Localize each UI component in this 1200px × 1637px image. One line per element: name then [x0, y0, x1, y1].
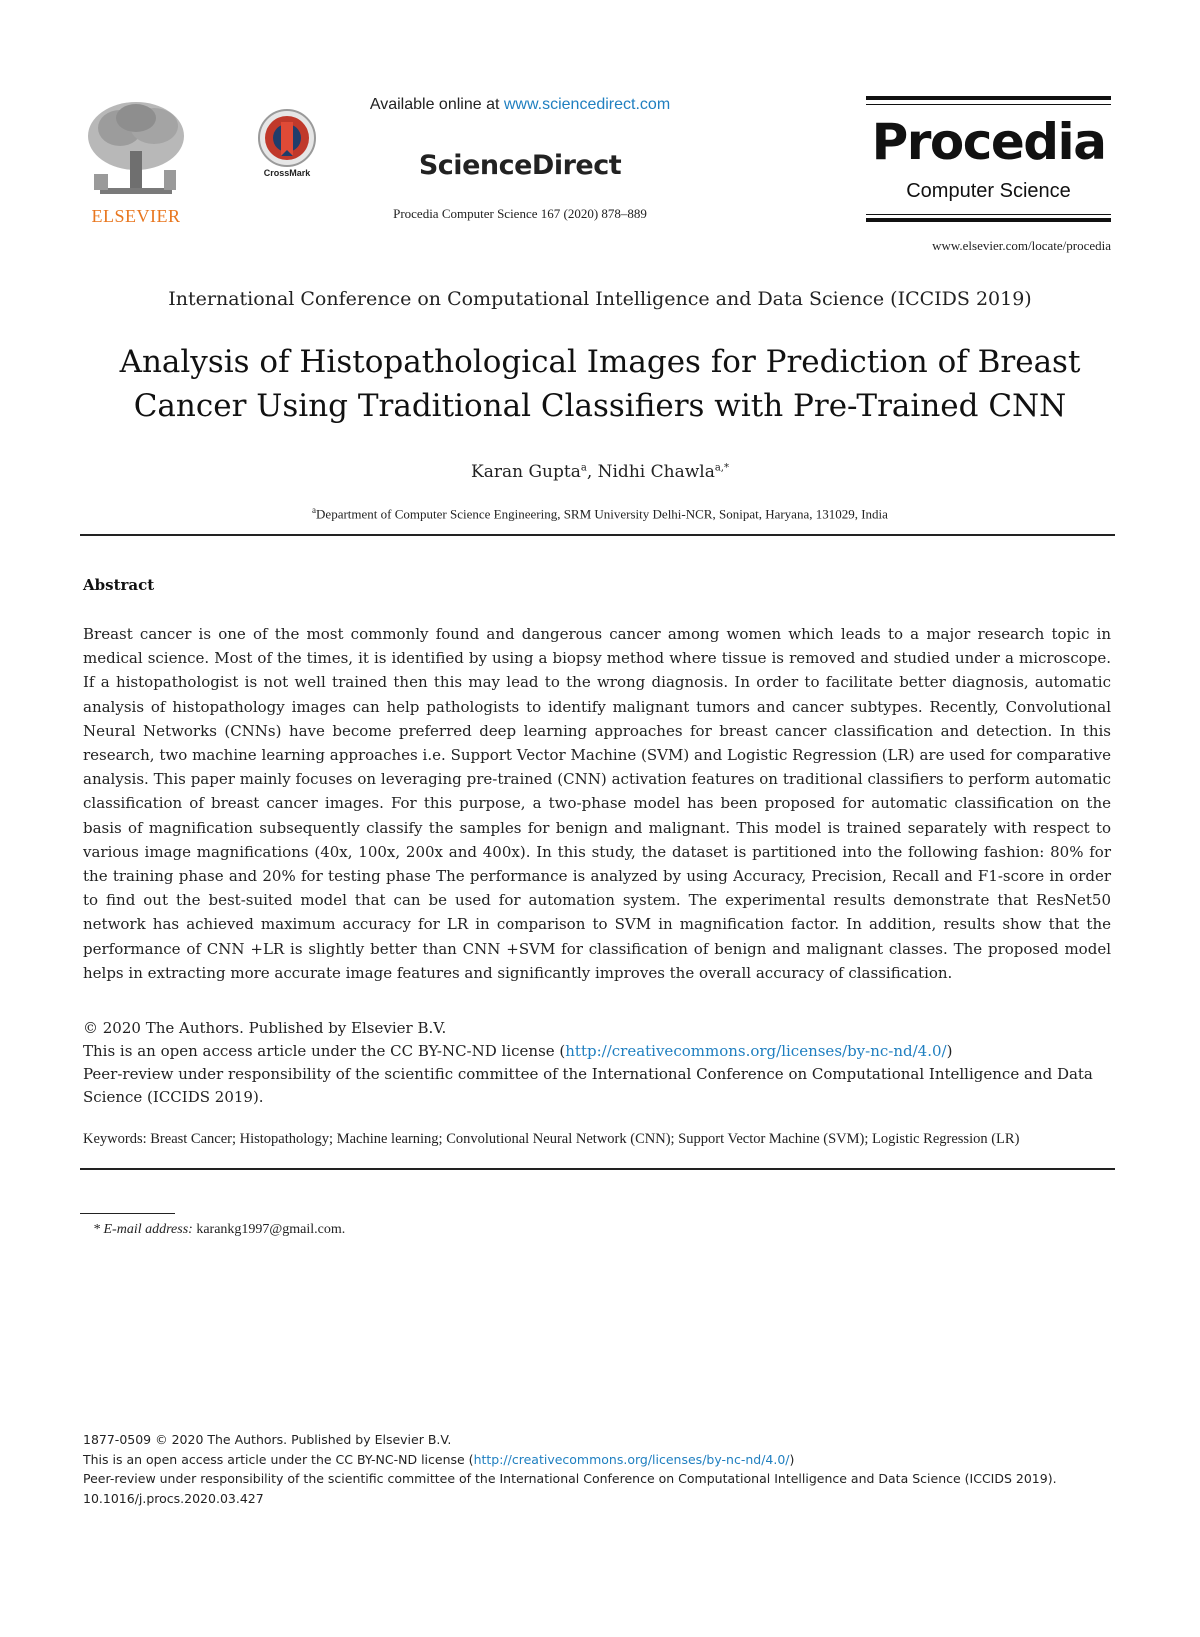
author-affiliation-mark: a — [580, 462, 587, 474]
license-line — [83, 1040, 1111, 1063]
available-prefix: Available online at — [369, 96, 504, 113]
peer-review-line: Peer-review under responsibility of the scientific committee of the International Conference on Computational Intelligence and Data Science (ICCIDS 2019). — [83, 1065, 1093, 1106]
footer-license-suffix: ) — [789, 1451, 795, 1467]
license-suffix: ) — [946, 1042, 953, 1060]
affiliation — [0, 505, 1200, 522]
affiliation-text: Department of Computer Science Engineering, SRM University Delhi-NCR, Sonipat, Haryana, 131029, India — [316, 506, 888, 522]
journal-reference: Procedia Computer Science 167 (2020) 878–889 — [393, 206, 647, 221]
sciencedirect-logo: ScienceDirect — [418, 150, 622, 181]
elsevier-logo — [80, 96, 192, 236]
copyright-line: © 2020 The Authors. Published by Elsevier B.V. — [83, 1019, 447, 1037]
author-affiliation-mark: a,* — [714, 462, 729, 474]
footer-license-prefix: This is an open access article under the CC BY-NC-ND license ( — [83, 1451, 474, 1467]
page-footer — [83, 1430, 1111, 1508]
crossmark-icon — [252, 108, 322, 168]
footer-license — [83, 1450, 1111, 1470]
procedia-bottom-rule — [866, 218, 1111, 222]
affiliation-mark: a — [312, 505, 317, 515]
corresponding-email[interactable]: karankg1997@gmail.com. — [192, 1222, 346, 1237]
publisher-name: ELSEVIER — [91, 206, 181, 226]
journal-subtitle: Computer Science — [906, 180, 1071, 202]
header-divider — [80, 534, 1115, 536]
procedia-logo — [866, 96, 1111, 224]
elsevier-tree-icon — [80, 96, 192, 204]
journal-url[interactable]: www.elsevier.com/locate/procedia — [932, 238, 1111, 253]
footnote-label: * E-mail address: — [93, 1222, 193, 1237]
conference-name: International Conference on Computational Intelligence and Data Science (ICCIDS 2019) — [168, 288, 1032, 310]
procedia-top-rule — [866, 96, 1111, 100]
footer-issn: 1877-0509 © 2020 The Authors. Published by Elsevier B.V. — [83, 1432, 452, 1447]
footer-license-link[interactable]: http://creativecommons.org/licenses/by-nc-nd/4.0/ — [473, 1451, 790, 1467]
procedia-bottom-rule-thin — [866, 214, 1111, 215]
license-prefix: This is an open access article under the CC BY-NC-ND license ( — [83, 1042, 566, 1060]
title-line-2: Cancer Using Traditional Classifiers with Pre-Trained CNN — [133, 388, 1067, 424]
keywords-divider — [80, 1168, 1115, 1170]
crossmark-badge[interactable] — [252, 108, 322, 188]
available-online — [320, 96, 720, 114]
paper-title — [100, 340, 1100, 428]
author-name: Karan Gupta — [471, 462, 581, 482]
journal-name: Procedia — [871, 113, 1106, 171]
abstract-heading: Abstract — [83, 576, 155, 594]
crossmark-label: CrossMark — [263, 168, 311, 178]
author-name: Nidhi Chawla — [597, 462, 715, 482]
author-separator: , — [586, 462, 598, 482]
footnote-rule — [80, 1213, 175, 1214]
footer-peer-review: Peer-review under responsibility of the scientific committee of the International Conference on Computational Intelligence and Data Science (ICCIDS 2019). — [83, 1471, 1057, 1486]
procedia-top-rule-thin — [866, 104, 1111, 105]
footer-doi[interactable]: 10.1016/j.procs.2020.03.427 — [83, 1490, 264, 1506]
license-link[interactable]: http://creativecommons.org/licenses/by-nc-nd/4.0/ — [565, 1042, 947, 1060]
sciencedirect-link[interactable]: www.sciencedirect.com — [503, 96, 671, 113]
footnote-email — [93, 1222, 345, 1238]
title-line-1: Analysis of Histopathological Images for Prediction of Breast — [119, 344, 1081, 380]
abstract-body: Breast cancer is one of the most commonly found and dangerous cancer among women which leads to a major research topic in medical science. Most of the times, it is identified by using a biopsy method where tissue is removed and studied under a microscope. If a histopathologist is not well trained then this may lead to the wrong diagnosis. In order to facilitate better diagnosis, automatic analysis of histopathology images can help pathologists to identify malignant tumors and cancer subtypes. Recently, Convolutional Neural Networks (CNNs) have become preferred deep learning approaches for breast cancer classification and detection. In this research, two machine learning approaches i.e. Support Vector Machine (SVM) and Logistic Regression (LR) are used for comparative analysis. This paper mainly focuses on leveraging pre-trained (CNN) activation features on traditional classifiers to perform automatic classification of breast cancer images. For this purpose, a two-phase model has been proposed for automatic classification on the basis of magnification subsequently classify the samples for benign and malignant. This model is trained separately with respect to various image magnifications (40x, 100x, 200x and 400x). In this study, the dataset is partitioned into the following fashion: 80% for the training phase and 20% for testing phase The performance is analyzed by using Accuracy, Precision, Recall and F1-score in order to find out the best-suited model that can be used for automation system. The experimental results demonstrate that ResNet50 network has achieved maximum accuracy for LR in comparison to SVM in magnification factor. In addition, results show that the performance of CNN +LR is slightly better than CNN +SVM for classification of benign and malignant classes. The proposed model helps in extracting more accurate image features and significantly improves the overall accuracy of classification. — [83, 625, 1111, 982]
copyright-block — [83, 1017, 1111, 1109]
keywords: Keywords: Breast Cancer; Histopathology; Machine learning; Convolutional Neural Network (CNN); Support Vector Machine (SVM); Logistic Regression (LR) — [83, 1131, 1020, 1147]
author-list — [0, 462, 1200, 482]
